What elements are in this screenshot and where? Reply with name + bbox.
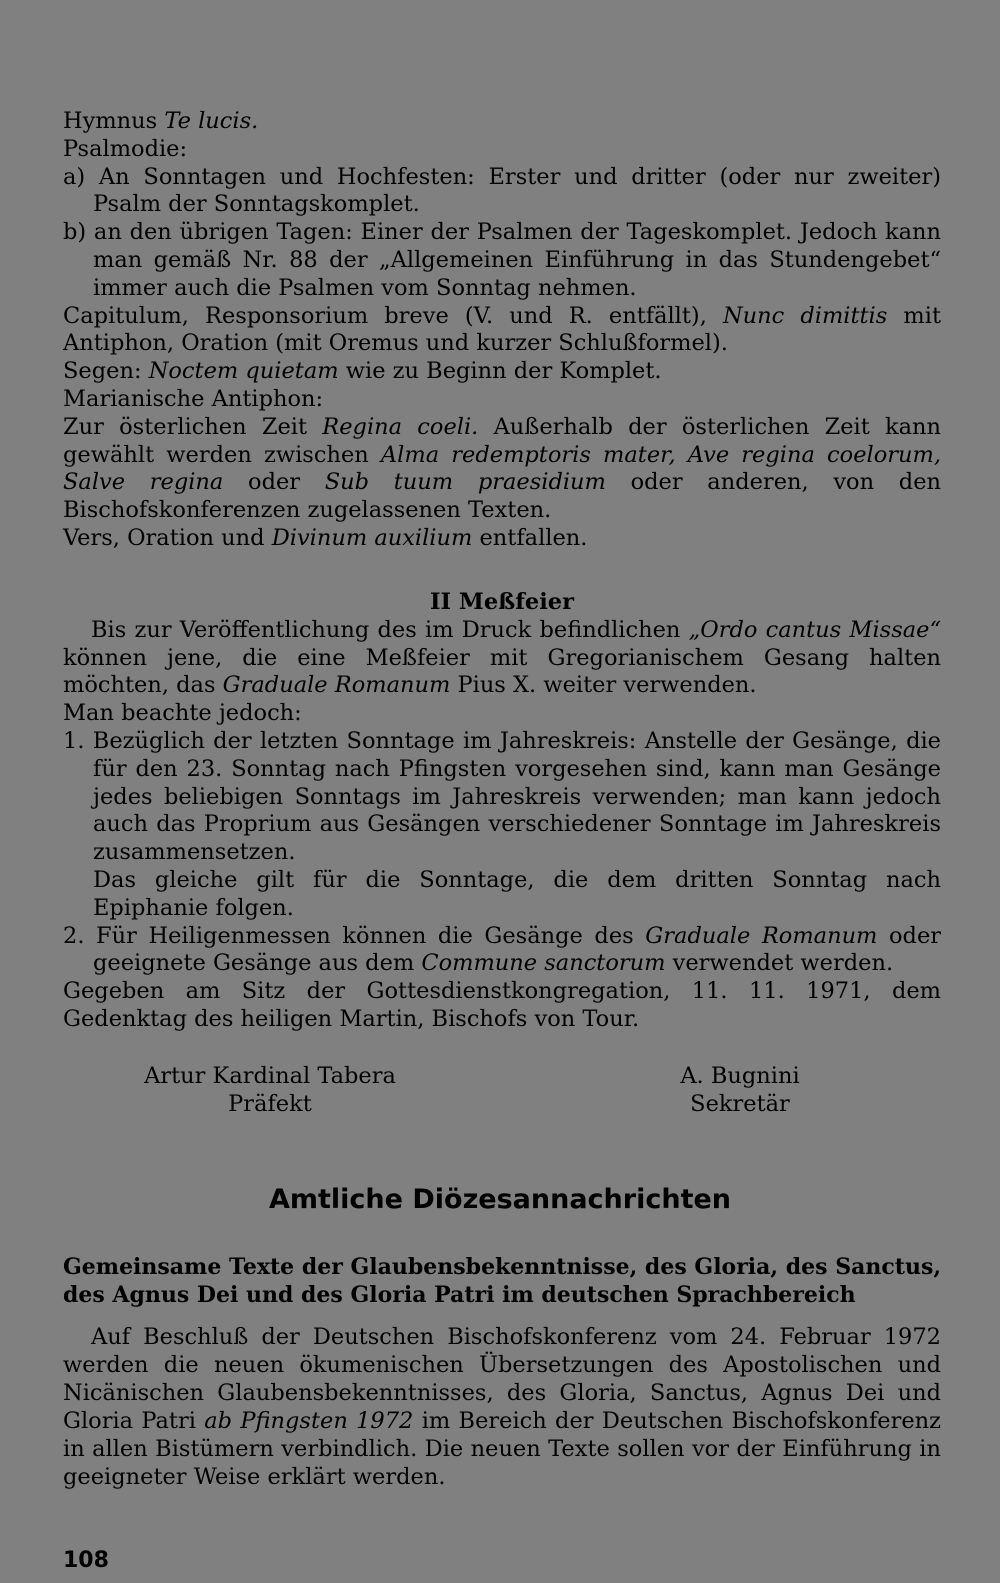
vers-line: Vers, Oration und Divinum auxilium entfallen. <box>63 524 588 551</box>
article-paragraph: Auf Beschluß der Deutschen Bischofskonferenz vom 24. Februar 1972 werden die neuen ökumenischen Übersetzungen des Apostolischen und Nicänischen Glaubensbekenntnisses, des Gloria, Sanctus, Agnus Dei und Gloria Patri ab Pfingsten 1972 im Bereich der Deutschen Bischofskonferenz in allen Bistümern verbindlich. Die neuen Texte sollen vor der Einführung in geeigneter Weise erklärt werden. <box>63 1324 941 1490</box>
section-heading-messfeier: II Meßfeier <box>430 589 574 615</box>
numbered-item-1: 1. Bezüglich der letzten Sonntage im Jahreskreis: Anstelle der Gesänge, die für den 23. Sonntag nach Pfingsten vorgesehen sind, kann man Gesänge jedes beliebigen Sonntags im Jahreskreis verwenden; man kann jedoch auch das Proprium aus Gesängen verschiedener Sonntage im Jahreskreis zusammensetzen. <box>63 727 941 866</box>
marian-label: Marianische Antiphon: <box>63 385 324 412</box>
psalmodie-item-b: b) an den übrigen Tagen: Einer der Psalmen der Tageskomplet. Jedoch kann man gemäß Nr. 88 der „Allgemeinen Einführung in das Stundengebet“ immer auch die Psalmen vom Sonntag nehmen. <box>63 219 941 301</box>
capitulum-paragraph: Capitulum, Responsorium breve (V. und R. entfällt), Nunc dimittis mit Antiphon, Oration (mit Oremus und kurzer Schlußformel). <box>63 302 941 357</box>
numbered-item-1-continuation: Das gleiche gilt für die Sonntage, die dem dritten Sonntag nach Epiphanie folgen. <box>93 866 941 921</box>
signer-title-right: Sekretär <box>690 1091 790 1117</box>
liturgy-text-block <box>63 108 941 553</box>
psalmodie-item-a: a) An Sonntagen und Hochfesten: Erster und dritter (oder nur zweiter) Psalm der Sonntagskomplet. <box>63 163 941 218</box>
marian-paragraph: Zur österlichen Zeit Regina coeli. Außerhalb der österlichen Zeit kann gewählt werden zwischen Alma redemptoris mater, Ave regina coelorum, Salve regina oder Sub tuum praesidium oder anderen, von den Bischofskonferenzen zugelassenen Texten. <box>63 413 942 524</box>
signer-name-left: Artur Kardinal Tabera <box>144 1063 396 1089</box>
man-beachte-line: Man beachte jedoch: <box>63 700 302 727</box>
psalmodie-label: Psalmodie: <box>63 135 188 162</box>
signer-title-left: Präfekt <box>228 1091 312 1117</box>
section-heading-amtliche: Amtliche Diözesannachrichten <box>268 1184 732 1215</box>
numbered-item-2: 2. Für Heiligenmessen können die Gesänge des Graduale Romanum oder geeignete Gesänge aus dem Commune sanctorum verwendet werden. <box>63 922 942 977</box>
gegeben-paragraph: Gegeben am Sitz der Gottesdienstkongregation, 11. 11. 1971, dem Gedenktag des heiligen Martin, Bischofs von Tour. <box>63 978 941 1032</box>
messfeier-section <box>63 589 941 1034</box>
hymn-line: Hymnus Te lucis. <box>63 108 259 134</box>
segen-line: Segen: Noctem quietam wie zu Beginn der Komplet. <box>63 358 662 385</box>
messfeier-paragraph: Bis zur Veröffentlichung des im Druck befindlichen „Ordo cantus Missae“ können jene, die eine Meßfeier mit Gregorianischem Gesang halten möchten, das Graduale Romanum Pius X. weiter verwenden. <box>63 616 941 699</box>
signature-right <box>640 1062 840 1118</box>
signer-name-right: A. Bugnini <box>680 1063 800 1089</box>
signature-left <box>130 1062 410 1118</box>
article-subheading: Gemeinsame Texte der Glaubensbekenntnisse, des Gloria, des Sanctus, des Agnus Dei und des Gloria Patri im deutschen Sprachbereich <box>63 1254 941 1308</box>
page-number: 108 <box>63 1548 109 1573</box>
